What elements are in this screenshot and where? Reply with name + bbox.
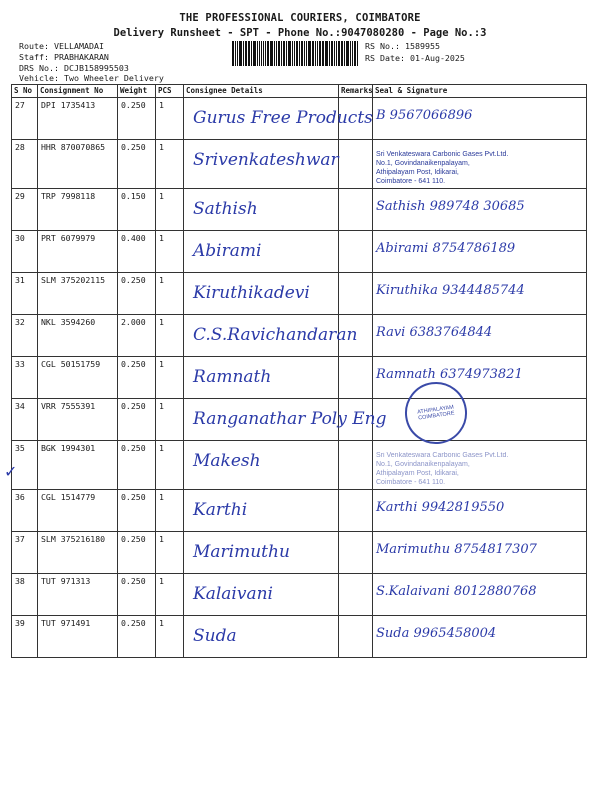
barcode-bar xyxy=(263,41,264,66)
row-sno: 29 xyxy=(12,189,38,231)
barcode-bar xyxy=(283,41,285,66)
drs-line xyxy=(19,63,129,73)
table-row xyxy=(12,532,587,574)
row-consignee-text: Kiruthikadevi xyxy=(193,283,310,303)
row-signature xyxy=(373,441,587,490)
row-weight: 0.250 xyxy=(118,441,156,490)
rs-no-value: 1589955 xyxy=(404,41,440,51)
table-row xyxy=(12,357,587,399)
table-header-row xyxy=(12,85,587,98)
barcode-bar xyxy=(338,41,340,66)
barcode-bar xyxy=(245,41,247,66)
row-consignment-no: SLM 375216180 xyxy=(38,532,118,574)
row-consignment-no: VRR 7555391 xyxy=(38,399,118,441)
barcode-bar xyxy=(243,41,244,66)
barcode-bar xyxy=(312,41,314,66)
row-pcs: 1 xyxy=(156,273,184,315)
table-row xyxy=(12,441,587,490)
row-weight: 0.250 xyxy=(118,140,156,189)
row-consignee-text: Srivenkateshwar xyxy=(193,150,339,170)
row-signature xyxy=(373,189,587,231)
header-consignee: Consignee Details xyxy=(184,85,339,98)
row-consignee xyxy=(184,357,339,399)
barcode-bar xyxy=(274,41,275,66)
row-sno: 37 xyxy=(12,532,38,574)
barcode-bar xyxy=(253,41,256,66)
barcode-bar xyxy=(319,41,321,66)
barcode-bar xyxy=(261,41,263,66)
row-weight: 0.150 xyxy=(118,189,156,231)
row-signature xyxy=(373,273,587,315)
row-remarks xyxy=(339,140,373,189)
vehicle-label: Vehicle: xyxy=(19,73,59,83)
table-row xyxy=(12,574,587,616)
row-signature-text: Karthi 9942819550 xyxy=(376,500,505,515)
barcode-bar xyxy=(308,41,311,66)
barcode-bar xyxy=(294,41,295,66)
barcode-bar xyxy=(346,41,349,66)
barcode-bar xyxy=(336,41,337,66)
row-consignee-text: Ranganathar Poly Eng xyxy=(193,409,387,429)
row-consignment-no: DPI 1735413 xyxy=(38,98,118,140)
barcode-bar xyxy=(344,41,345,66)
row-remarks xyxy=(339,490,373,532)
staff-label: Staff: xyxy=(19,52,49,62)
row-remarks xyxy=(339,357,373,399)
stamp-line4: Coimbatore - 641 110. xyxy=(376,178,446,185)
barcode-bar xyxy=(325,41,328,66)
runsheet-subtitle: Delivery Runsheet - SPT - Phone No.:9047080280 - Page No.:3 xyxy=(113,27,487,39)
barcode-bar xyxy=(267,41,269,66)
row-remarks xyxy=(339,189,373,231)
vehicle-value: Two Wheeler Delivery xyxy=(63,73,164,83)
barcode-bar xyxy=(329,41,330,66)
row-signature-text: Ramnath 6374973821 xyxy=(376,367,523,382)
header-sno: S No xyxy=(12,85,38,98)
staff-value: PRABHAKARAN xyxy=(53,52,109,62)
row-signature-text: B 9567066896 xyxy=(376,108,473,123)
row-pcs: 1 xyxy=(156,98,184,140)
row-consignment-no: BGK 1994301 xyxy=(38,441,118,490)
row-signature xyxy=(373,231,587,273)
row-consignee-text: Karthi xyxy=(193,500,248,520)
route-value: VELLAMADAI xyxy=(53,41,104,51)
row-weight: 0.250 xyxy=(118,98,156,140)
row-sno: 31 xyxy=(12,273,38,315)
row-pcs: 1 xyxy=(156,189,184,231)
row-consignment-no: CGL 1514779 xyxy=(38,490,118,532)
barcode-bar xyxy=(306,41,307,66)
barcode-bar xyxy=(251,41,252,66)
table-row xyxy=(12,98,587,140)
row-consignment-no: PRT 6079979 xyxy=(38,231,118,273)
runsheet-title: THE PROFESSIONAL COURIERS, COIMBATORE xyxy=(179,12,421,24)
table-row xyxy=(12,189,587,231)
row-consignee xyxy=(184,399,387,441)
route-label: Route: xyxy=(19,41,49,51)
table-row xyxy=(12,231,587,273)
row-sno: 36 xyxy=(12,490,38,532)
barcode-bar xyxy=(352,41,353,66)
barcode-bar xyxy=(281,41,282,66)
row-consignee-text: Suda xyxy=(193,626,237,646)
barcode-bar xyxy=(350,41,351,66)
row-consignment-no: TUT 971491 xyxy=(38,616,118,658)
barcode-bar xyxy=(299,41,300,66)
barcode-bar xyxy=(315,41,316,66)
row-pcs: 1 xyxy=(156,231,184,273)
row-remarks xyxy=(339,231,373,273)
row-signature xyxy=(373,616,587,658)
row-pcs: 1 xyxy=(156,532,184,574)
row-signature xyxy=(373,140,587,189)
row-consignee xyxy=(184,231,339,273)
barcode-bar xyxy=(331,41,333,66)
row-remarks xyxy=(339,616,373,658)
barcode-bar xyxy=(270,41,273,66)
seal-text: ATHIPALAYAM COIMBATORE xyxy=(416,404,455,422)
row-consignment-no: TRP 7998118 xyxy=(38,189,118,231)
row-weight: 0.250 xyxy=(118,357,156,399)
delivery-table xyxy=(11,84,587,658)
barcode-bar xyxy=(259,41,260,66)
row-consignee xyxy=(184,441,339,490)
row-consignee xyxy=(184,532,339,574)
row-signature xyxy=(373,490,587,532)
row-consignee xyxy=(184,616,339,658)
row-remarks xyxy=(339,273,373,315)
barcode-bar xyxy=(232,41,234,66)
barcode-bar xyxy=(301,41,303,66)
header-remarks: Remarks xyxy=(339,85,373,98)
header-signature: Seal & Signature xyxy=(373,85,587,98)
barcode xyxy=(232,41,359,66)
row-signature-text: Ravi 6383764844 xyxy=(376,325,493,340)
row-consignment-no: NKL 3594260 xyxy=(38,315,118,357)
barcode-bar xyxy=(286,41,287,66)
row-signature xyxy=(373,532,587,574)
stamp-line4: Coimbatore - 641 110. xyxy=(376,479,446,486)
stamp-line2: No.1, Govindanaikenpalayam, xyxy=(376,160,470,167)
row-consignment-no: SLM 375202115 xyxy=(38,273,118,315)
rs-no-label: RS No.: xyxy=(365,41,400,51)
row-pcs: 1 xyxy=(156,357,184,399)
row-consignee xyxy=(184,574,339,616)
pen-mark: ✓ xyxy=(4,462,18,481)
rs-no-line xyxy=(365,41,440,51)
barcode-bar xyxy=(323,41,324,66)
stamp-line1: Sri Venkateswara Carbonic Gases Pvt.Ltd. xyxy=(376,452,509,459)
barcode-bar xyxy=(265,41,266,66)
stamp-line3: Athipalayam Post, Idikarai, xyxy=(376,470,459,477)
barcode-bar xyxy=(354,41,356,66)
row-signature-text: Kiruthika 9344485744 xyxy=(376,283,525,298)
row-weight: 0.250 xyxy=(118,532,156,574)
row-sno: 28 xyxy=(12,140,38,189)
row-consignee-text: Gurus Free Products xyxy=(193,108,373,128)
row-sno: 35 xyxy=(12,441,38,490)
row-signature-text: Suda 9965458004 xyxy=(376,626,497,641)
row-sno: 38 xyxy=(12,574,38,616)
row-weight: 0.250 xyxy=(118,399,156,441)
table-row xyxy=(12,490,587,532)
barcode-bar xyxy=(317,41,318,66)
row-consignee-text: Kalaivani xyxy=(193,584,273,604)
barcode-bar xyxy=(322,41,323,66)
row-weight: 0.250 xyxy=(118,616,156,658)
row-signature-text: Marimuthu 8754817307 xyxy=(376,542,537,557)
row-sno: 39 xyxy=(12,616,38,658)
row-pcs: 1 xyxy=(156,399,184,441)
row-weight: 0.250 xyxy=(118,490,156,532)
barcode-bar xyxy=(334,41,335,66)
header-weight: Weight xyxy=(118,85,156,98)
row-sno: 30 xyxy=(12,231,38,273)
barcode-bar xyxy=(296,41,298,66)
row-consignee-text: C.S.Ravichandaran xyxy=(193,325,358,345)
row-remarks xyxy=(339,574,373,616)
row-pcs: 1 xyxy=(156,140,184,189)
stamp-line3: Athipalayam Post, Idikarai, xyxy=(376,169,459,176)
row-consignee-text: Marimuthu xyxy=(193,542,290,562)
barcode-bar xyxy=(276,41,277,66)
route-line xyxy=(19,41,104,51)
row-pcs: 1 xyxy=(156,315,184,357)
barcode-bar xyxy=(248,41,250,66)
row-consignee xyxy=(184,189,339,231)
barcode-bar xyxy=(341,41,343,66)
table-row xyxy=(12,315,587,357)
row-consignee-text: Ramnath xyxy=(193,367,272,387)
row-consignee-text: Abirami xyxy=(193,241,262,261)
row-pcs: 1 xyxy=(156,490,184,532)
row-consignee-text: Sathish xyxy=(193,199,258,219)
row-consignee xyxy=(184,98,373,140)
table-row xyxy=(12,616,587,658)
barcode-bar xyxy=(235,41,236,66)
row-signature xyxy=(373,574,587,616)
barcode-bar xyxy=(278,41,280,66)
row-consignee-text: Makesh xyxy=(193,451,261,471)
barcode-bar xyxy=(239,41,242,66)
drs-label: DRS No.: xyxy=(19,63,59,73)
row-signature xyxy=(373,98,587,140)
drs-value: DCJB158995503 xyxy=(63,63,129,73)
row-sno: 33 xyxy=(12,357,38,399)
rs-date-label: RS Date: xyxy=(365,53,405,63)
row-sno: 32 xyxy=(12,315,38,357)
row-signature-text: Abirami 8754786189 xyxy=(376,241,516,256)
row-pcs: 1 xyxy=(156,441,184,490)
barcode-bar xyxy=(357,41,358,66)
header-pcs: PCS xyxy=(156,85,184,98)
company-stamp xyxy=(376,150,583,186)
row-consignment-no: TUT 971313 xyxy=(38,574,118,616)
barcode-bar xyxy=(292,41,293,66)
barcode-bar xyxy=(288,41,291,66)
barcode-bar xyxy=(257,41,258,66)
row-consignee xyxy=(184,273,339,315)
header-consignment: Consignment No xyxy=(38,85,118,98)
barcode-bar xyxy=(304,41,305,66)
row-consignment-no: HHR 870070865 xyxy=(38,140,118,189)
company-stamp-faded xyxy=(376,451,583,487)
rs-date-value: 01-Aug-2025 xyxy=(409,53,465,63)
stamp-line1: Sri Venkateswara Carbonic Gases Pvt.Ltd. xyxy=(376,151,509,158)
staff-line xyxy=(19,52,109,62)
row-consignment-no: CGL 50151759 xyxy=(38,357,118,399)
row-weight: 0.250 xyxy=(118,273,156,315)
rs-date-line xyxy=(365,53,465,63)
row-remarks xyxy=(339,532,373,574)
row-signature xyxy=(373,399,587,441)
row-signature-text: S.Kalaivani 8012880768 xyxy=(376,584,537,599)
row-consignee xyxy=(184,490,339,532)
table-row xyxy=(12,140,587,189)
row-consignee xyxy=(184,315,358,357)
row-weight: 2.000 xyxy=(118,315,156,357)
row-signature xyxy=(373,357,587,399)
row-weight: 0.250 xyxy=(118,574,156,616)
barcode-bar xyxy=(237,41,238,66)
row-sno: 27 xyxy=(12,98,38,140)
row-sno: 34 xyxy=(12,399,38,441)
row-weight: 0.400 xyxy=(118,231,156,273)
row-pcs: 1 xyxy=(156,574,184,616)
row-remarks xyxy=(339,441,373,490)
table-row xyxy=(12,273,587,315)
stamp-line2: No.1, Govindanaikenpalayam, xyxy=(376,461,470,468)
row-signature-text: Sathish 989748 30685 xyxy=(376,199,525,214)
row-pcs: 1 xyxy=(156,616,184,658)
table-row xyxy=(12,399,587,441)
row-signature xyxy=(373,315,587,357)
vehicle-line xyxy=(19,73,164,83)
row-consignee xyxy=(184,140,339,189)
